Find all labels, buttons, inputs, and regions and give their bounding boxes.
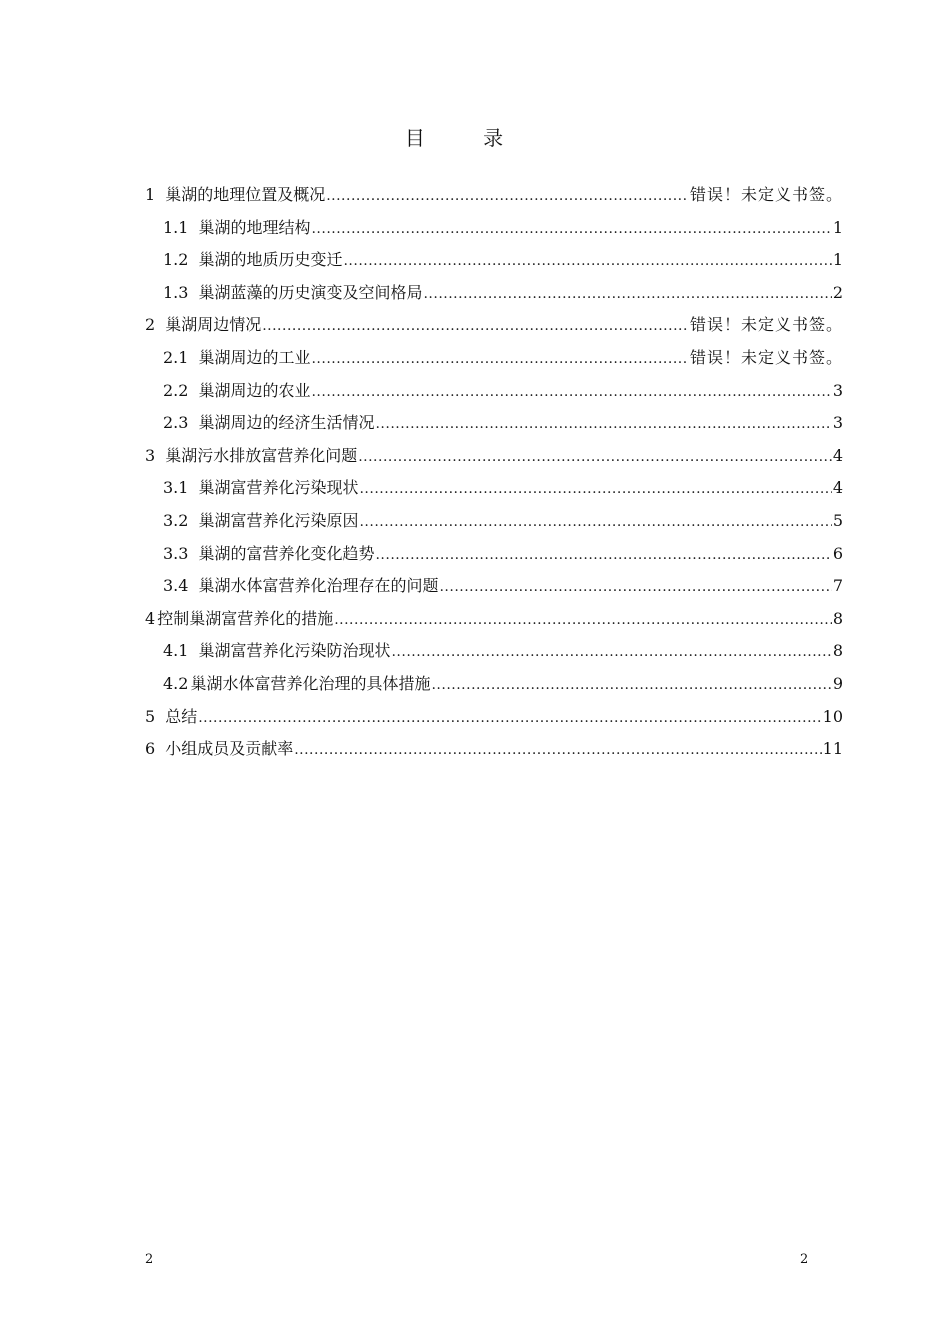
toc-entry-title: 巢湖周边情况 bbox=[165, 315, 262, 335]
toc-entry-title: 巢湖富营养化污染防治现状 bbox=[198, 641, 391, 661]
toc-entry-page: 错误！未定义书签。 bbox=[689, 347, 843, 367]
toc-entry-title: 巢湖蓝藻的历史演变及空间格局 bbox=[198, 282, 423, 302]
toc-dot-leader bbox=[311, 379, 831, 405]
toc-entry-title: 巢湖水体富营养化治理存在的问题 bbox=[198, 576, 439, 596]
toc-dot-leader bbox=[198, 705, 821, 731]
toc-entry-title: 巢湖污水排放富营养化问题 bbox=[165, 445, 358, 465]
toc-entry[interactable] bbox=[145, 573, 843, 606]
toc-entry[interactable] bbox=[145, 247, 843, 280]
toc-entry-title: 巢湖的富营养化变化趋势 bbox=[198, 543, 375, 563]
toc-entry[interactable] bbox=[145, 638, 843, 671]
toc-entry[interactable] bbox=[145, 312, 843, 345]
toc-entry-title: 巢湖周边的经济生活情况 bbox=[198, 413, 375, 433]
toc-entry-number: 2.1 bbox=[163, 347, 189, 367]
toc-dot-leader bbox=[343, 248, 831, 274]
footer-page-number-left: 2 bbox=[145, 1252, 154, 1267]
toc-entry-page: 4 bbox=[832, 478, 843, 498]
toc-entry-title: 巢湖的地质历史变迁 bbox=[198, 250, 343, 270]
toc-entry-page: 10 bbox=[822, 706, 843, 726]
toc-entry-title: 巢湖周边的工业 bbox=[198, 347, 311, 367]
toc-entry-title: 巢湖的地理位置及概况 bbox=[165, 185, 326, 204]
toc-entry[interactable] bbox=[145, 606, 843, 639]
toc-entry[interactable] bbox=[145, 671, 843, 704]
toc-entry-number: 1.1 bbox=[163, 217, 189, 237]
toc-dot-leader bbox=[311, 346, 689, 372]
toc-entry-number: 1.3 bbox=[163, 282, 189, 302]
toc-dot-leader bbox=[359, 476, 831, 502]
toc-entry[interactable] bbox=[145, 345, 843, 378]
toc-dot-leader bbox=[375, 411, 831, 437]
toc-entry-page: 8 bbox=[832, 608, 843, 628]
toc-entry-title: 巢湖的地理结构 bbox=[198, 217, 311, 237]
toc-dot-leader bbox=[358, 444, 832, 470]
toc-entry-page: 8 bbox=[832, 641, 843, 661]
toc-entry-number: 3.2 bbox=[163, 510, 189, 530]
toc-entry-title: 巢湖水体富营养化治理的具体措施 bbox=[190, 673, 431, 693]
toc-entry-page: 3 bbox=[832, 380, 843, 400]
toc-dot-leader bbox=[359, 509, 831, 535]
toc-entry[interactable] bbox=[145, 443, 843, 476]
toc-entry-number: 3 bbox=[145, 445, 156, 465]
toc-dot-leader bbox=[326, 183, 689, 209]
toc-dot-leader bbox=[431, 672, 831, 698]
toc-entry-number: 2.3 bbox=[163, 413, 189, 433]
toc-entry-page: 6 bbox=[832, 543, 843, 563]
toc-entry-title: 巢湖富营养化污染现状 bbox=[198, 478, 359, 498]
toc-entry[interactable] bbox=[145, 280, 843, 313]
toc-entry-number: 3.3 bbox=[163, 543, 189, 563]
toc-dot-leader bbox=[311, 216, 831, 242]
toc-entry[interactable] bbox=[145, 410, 843, 443]
toc-dot-leader bbox=[294, 737, 821, 763]
toc-entry-page: 5 bbox=[832, 510, 843, 530]
toc-entry-number: 3.1 bbox=[163, 478, 189, 498]
toc-entry-title: 总结 bbox=[165, 706, 198, 726]
toc-entry[interactable] bbox=[145, 541, 843, 574]
toc-entry-number: 4.1 bbox=[163, 641, 189, 661]
toc-entry-number: 4 bbox=[145, 608, 156, 628]
toc-entry[interactable] bbox=[145, 378, 843, 411]
toc-entry-page: 9 bbox=[832, 673, 843, 693]
toc-entry-number: 1 bbox=[145, 185, 156, 204]
toc-dot-leader bbox=[262, 313, 689, 339]
toc-entry[interactable] bbox=[145, 508, 843, 541]
footer-page-number-right: 2 bbox=[800, 1252, 809, 1267]
toc-entry[interactable] bbox=[145, 736, 843, 769]
toc-entry-number: 2.2 bbox=[163, 380, 189, 400]
toc-entry-page: 7 bbox=[832, 576, 843, 596]
toc-dot-leader bbox=[334, 607, 832, 633]
toc-entry-page: 2 bbox=[832, 282, 843, 302]
toc-entry-number: 4.2 bbox=[163, 673, 189, 693]
toc-entry-title: 小组成员及贡献率 bbox=[165, 739, 294, 759]
toc-entry-title: 巢湖周边的农业 bbox=[198, 380, 311, 400]
toc-title: 目 录 bbox=[404, 126, 530, 150]
toc-entry-number: 2 bbox=[145, 315, 156, 335]
toc-entry-number: 5 bbox=[145, 706, 156, 726]
toc-entry-page: 4 bbox=[832, 445, 843, 465]
toc-dot-leader bbox=[375, 542, 831, 568]
toc-entry-number: 6 bbox=[145, 739, 156, 759]
toc-entry-title: 控制巢湖富营养化的措施 bbox=[157, 608, 334, 628]
toc-entry[interactable] bbox=[145, 182, 843, 215]
toc-entry-title: 巢湖富营养化污染原因 bbox=[198, 510, 359, 530]
toc-dot-leader bbox=[439, 574, 831, 600]
toc-entry-page: 错误！未定义书签。 bbox=[689, 185, 843, 204]
toc-entry-page: 1 bbox=[832, 217, 843, 237]
toc-dot-leader bbox=[423, 281, 831, 307]
toc-entry-page: 11 bbox=[822, 739, 843, 759]
toc-entry-number: 1.2 bbox=[163, 250, 189, 270]
toc-dot-leader bbox=[391, 639, 831, 665]
toc-entry-page: 1 bbox=[832, 250, 843, 270]
table-of-contents bbox=[145, 182, 843, 769]
toc-entry[interactable] bbox=[145, 215, 843, 248]
toc-entry[interactable] bbox=[145, 475, 843, 508]
toc-entry-page: 3 bbox=[832, 413, 843, 433]
toc-entry-page: 错误！未定义书签。 bbox=[689, 315, 843, 335]
toc-entry-number: 3.4 bbox=[163, 576, 189, 596]
toc-entry[interactable] bbox=[145, 704, 843, 737]
